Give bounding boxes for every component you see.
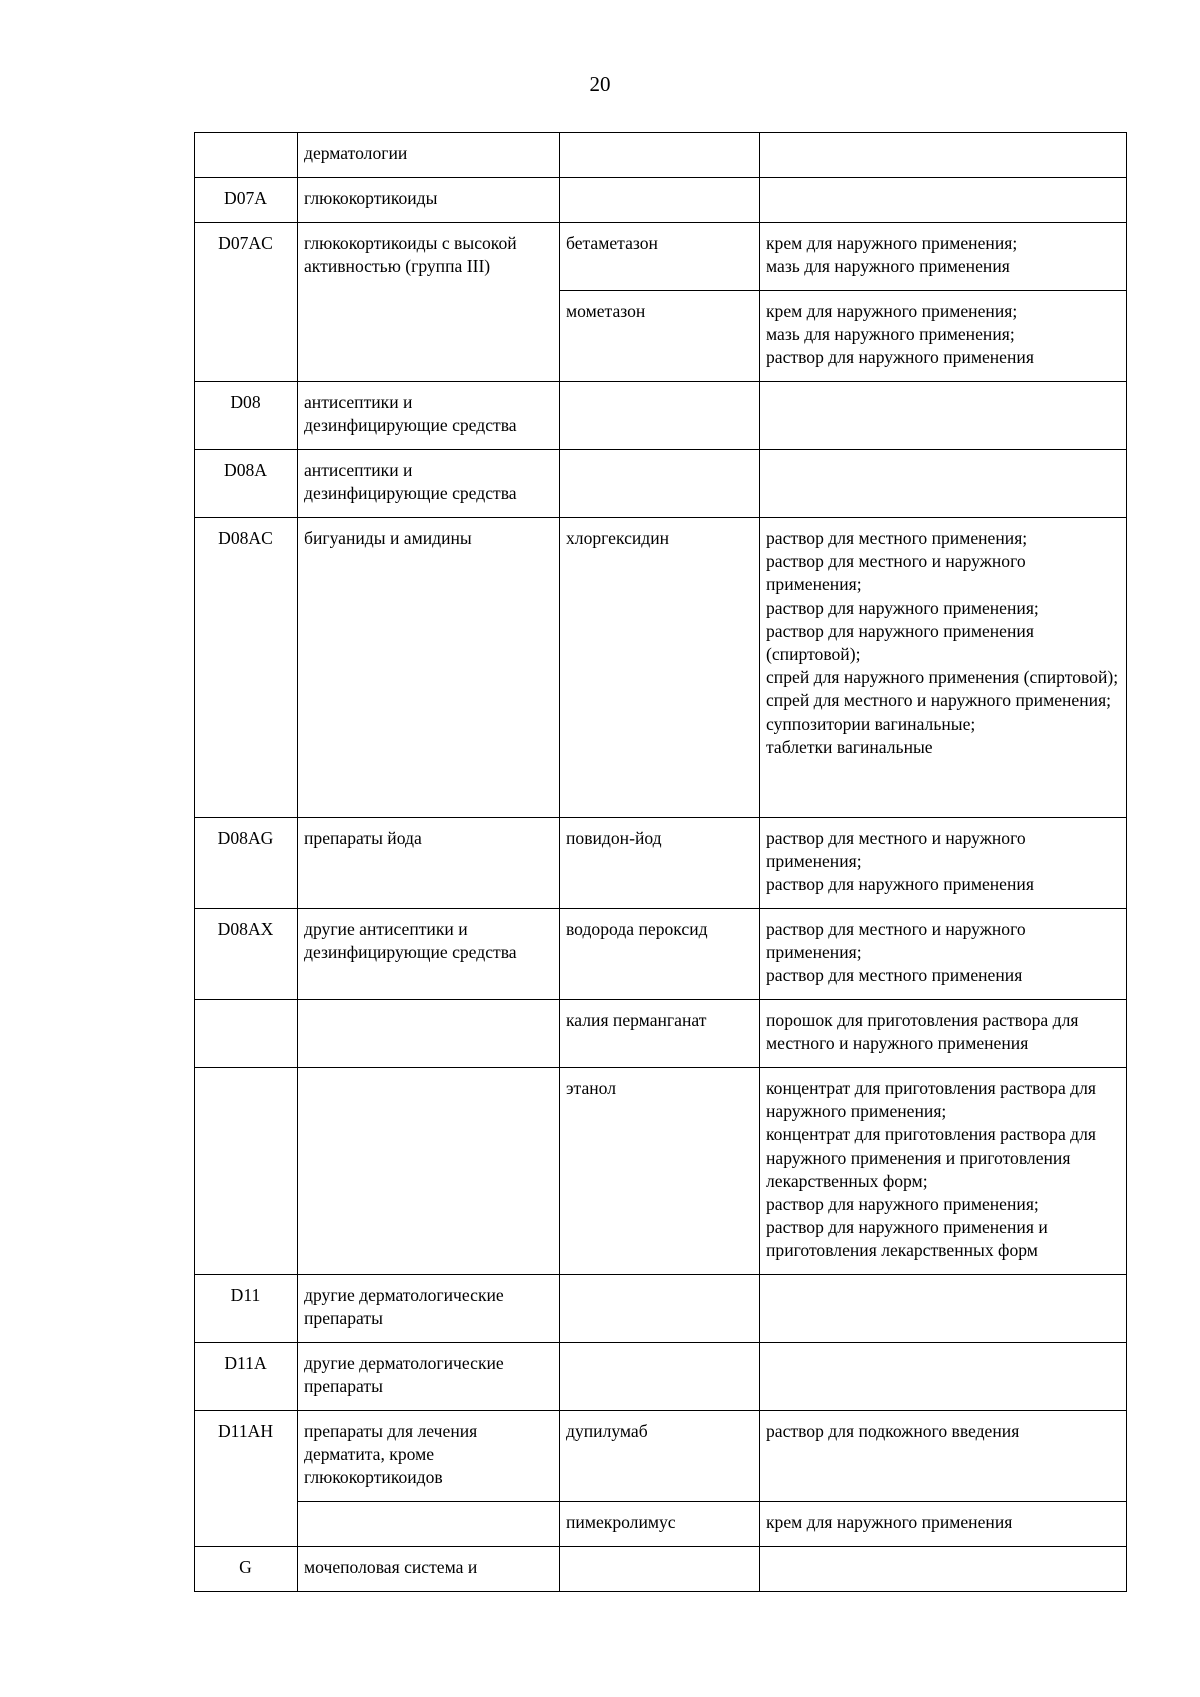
group-cell: глюкокортикоиды с высокой активностью (группа III) [298, 223, 560, 382]
drug-cell: водорода пероксид [560, 909, 760, 1000]
table-row [195, 1275, 1127, 1343]
table-row [195, 518, 1127, 818]
dosage-form-cell: крем для наружного применения; мазь для наружного применения; раствор для наружного применения [760, 291, 1127, 382]
dosage-form-cell: порошок для приготовления раствора для местного и наружного применения [760, 1000, 1127, 1068]
dosage-form-cell: раствор для местного и наружного применения; раствор для местного применения [760, 909, 1127, 1000]
drug-cell: мометазон [560, 291, 760, 382]
atc-code-cell [195, 133, 298, 178]
atc-code-cell: D07AC [195, 223, 298, 382]
table-row [195, 1502, 1127, 1547]
table-row [195, 178, 1127, 223]
dosage-form-cell: раствор для местного и наружного применения; раствор для наружного применения [760, 818, 1127, 909]
atc-code-cell: D11A [195, 1343, 298, 1411]
atc-code-cell: D11 [195, 1275, 298, 1343]
table-row [195, 818, 1127, 909]
table-row [195, 1411, 1127, 1502]
group-cell: глюкокортикоиды [298, 178, 560, 223]
group-cell: антисептики и дезинфицирующие средства [298, 382, 560, 450]
drug-cell [560, 1275, 760, 1343]
atc-code-cell [195, 1000, 298, 1068]
group-cell [298, 1000, 560, 1068]
atc-code-cell: D08A [195, 450, 298, 518]
drug-cell: пимекролимус [560, 1502, 760, 1547]
atc-code-cell: D08 [195, 382, 298, 450]
dosage-form-cell [760, 1343, 1127, 1411]
dosage-form-cell [760, 178, 1127, 223]
table-row [195, 450, 1127, 518]
group-cell [298, 1068, 560, 1275]
drug-cell [560, 178, 760, 223]
drug-classification-table [194, 132, 1127, 1592]
group-cell: антисептики и дезинфицирующие средства [298, 450, 560, 518]
atc-code-cell: D07A [195, 178, 298, 223]
drug-cell [560, 1343, 760, 1411]
table-row [195, 909, 1127, 1000]
dosage-form-cell [760, 450, 1127, 518]
drug-cell: калия перманганат [560, 1000, 760, 1068]
group-cell [298, 1502, 560, 1547]
dosage-form-cell [760, 1547, 1127, 1592]
group-cell: препараты йода [298, 818, 560, 909]
atc-code-cell: D11AH [195, 1411, 298, 1547]
table-row [195, 1547, 1127, 1592]
table-row [195, 1000, 1127, 1068]
drug-cell: повидон-йод [560, 818, 760, 909]
drug-cell: дупилумаб [560, 1411, 760, 1502]
atc-code-cell: D08AC [195, 518, 298, 818]
drug-cell [560, 450, 760, 518]
dosage-form-cell: крем для наружного применения [760, 1502, 1127, 1547]
group-cell: бигуаниды и амидины [298, 518, 560, 818]
dosage-form-cell [760, 133, 1127, 178]
drug-cell: хлоргексидин [560, 518, 760, 818]
atc-code-cell [195, 1068, 298, 1275]
group-cell: другие антисептики и дезинфицирующие средства [298, 909, 560, 1000]
group-cell: препараты для лечения дерматита, кроме глюкокортикоидов [298, 1411, 560, 1502]
page-number: 20 [589, 72, 611, 96]
dosage-form-cell: крем для наружного применения; мазь для наружного применения [760, 223, 1127, 291]
table-row [195, 223, 1127, 291]
group-cell: мочеполовая система и [298, 1547, 560, 1592]
table-row [195, 1343, 1127, 1411]
dosage-form-cell: концентрат для приготовления раствора для наружного применения; концентрат для приготовления раствора для наружного применения и приготовления лекарственных форм; раствор для наружного применения; раствор для наружного применения и приготовления лекарственных форм [760, 1068, 1127, 1275]
group-cell: другие дерматологические препараты [298, 1343, 560, 1411]
dosage-form-cell: раствор для подкожного введения [760, 1411, 1127, 1502]
table-row [195, 382, 1127, 450]
table-row [195, 133, 1127, 178]
drug-cell [560, 133, 760, 178]
dosage-form-cell: раствор для местного применения; раствор для местного и наружного применения; раствор для наружного применения; раствор для наружного применения (спиртовой); спрей для наружного применения (спиртовой); спрей для местного и наружного применения; суппозитории вагинальные; таблетки вагинальные [760, 518, 1127, 818]
atc-code-cell: G [195, 1547, 298, 1592]
drug-cell [560, 1547, 760, 1592]
group-cell: другие дерматологические препараты [298, 1275, 560, 1343]
dosage-form-cell [760, 1275, 1127, 1343]
dosage-form-cell [760, 382, 1127, 450]
table-row [195, 1068, 1127, 1275]
drug-cell: этанол [560, 1068, 760, 1275]
atc-code-cell: D08AX [195, 909, 298, 1000]
drug-cell [560, 382, 760, 450]
drug-cell: бетаметазон [560, 223, 760, 291]
atc-code-cell: D08AG [195, 818, 298, 909]
group-cell: дерматологии [298, 133, 560, 178]
